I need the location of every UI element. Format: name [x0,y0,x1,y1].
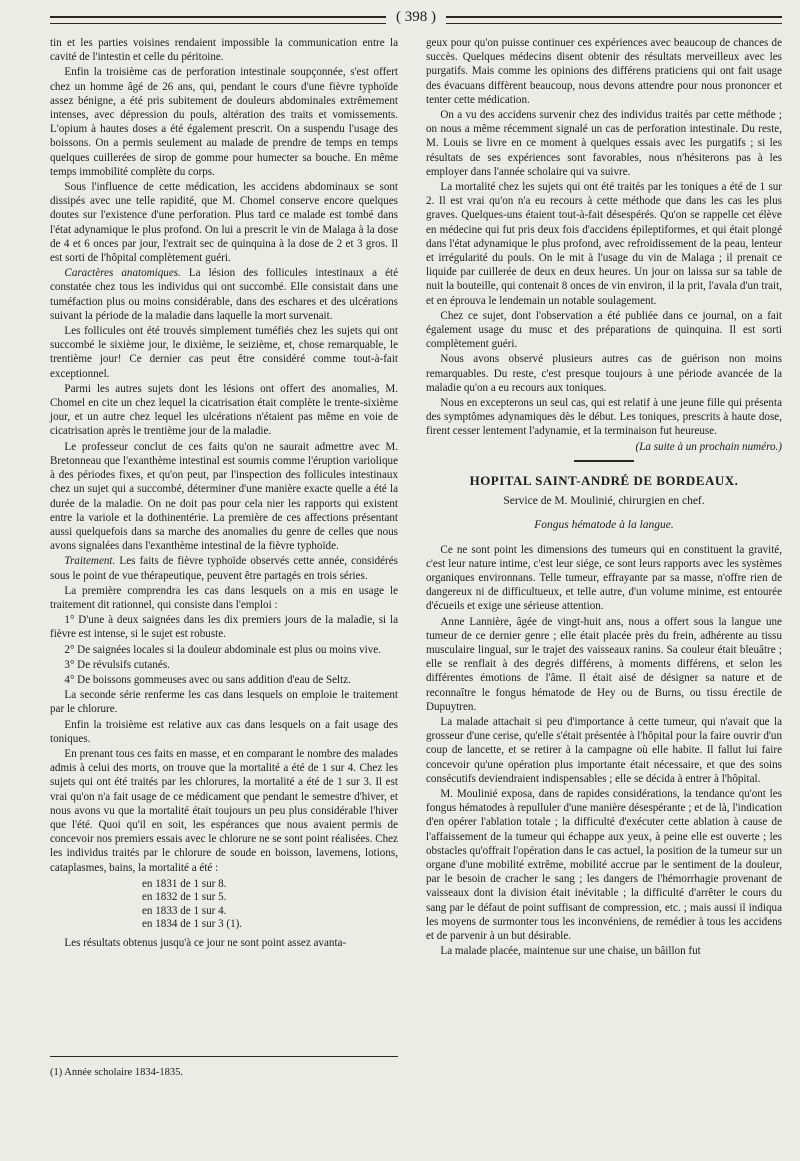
column-bottom-rule [50,1056,398,1057]
page-header [50,6,782,28]
case-title: Fongus hématode à la langue. [534,519,674,532]
paragraph: La malade placée, maintenue sur une chaise, un bâillon fut [440,945,701,958]
paragraph: Nous en excepterons un seul cas, qui est relatif à une jeune fille qui présenta des symptômes adynamiques dès le début. Les toniques, prescrits à haute dose, firent cesser lentement l'adynamie, et la terminaison fut heureuse. [426,397,782,438]
mortality-row: en 1833 de 1 sur 4. [142,904,227,917]
left-column [50,36,398,951]
paragraph: M. Moulinié exposa, dans de rapides considérations, la tendance qu'ont les fongus hématodes à repulluler d'une manière désespérante ; et de là, l'indication d'en opérer l'ablation totale ; la difficulté d'exécuter cette ablation à cause de l'affaissement de la tumeur qui échappe aux yeux, à peine elle est ouverte ; les obstacles qu'offrait l'opération dans le cas actuel, la position de la tumeur sur un organe d'une mobilité extrême, mobilité accrue par le sentiment de la douleur, par le besoin de cracher le sang ; les dangers de l'hémorrhagie provenant de vaisseaux dont la division était inévitable ; la difficulté d'arrêter le cours du sang par le défaut de point suffisant de compression, etc. ; mais aussi il indiqua les moyens de surmonter tous les inconvéniens, de remédier à tous les accidens et de parvenir à un but désirable. [426,787,782,942]
mortality-table [142,878,398,932]
paragraph: En prenant tous ces faits en masse, et en comparant le nombre des malades admis à celui des morts, on trouve que la mortalité a été de 1 sur 4. Chez les sujets qui ont été traités par les chlorures, la mortalité a été de 1 sur 3. Il est vrai qu'on n'a fait usage de ce médicament que pendant le semestre d'hiver, et nous avons vu que la mortalité était toujours un peu plus considérable l'hiver que l'été. Quoi qu'il en soit, les espérances que nous avaient permis de concevoir nos premiers essais avec le chlorure ne se sont point réalisées. Chez les individus traités par le chlorure de soude en boisson, lavemens, lotions, cataplasmes, bains, la mortalité a été : [50,747,398,874]
paragraph: La malade attachait si peu d'importance à cette tumeur, qui n'avait que la grosseur d'une cerise, qu'elle s'était présentée à l'hôpital pour la faire ouvrir d'un coup de lancette, et se retirer à la campagne où elle habite. Il fallut lui faire concevoir qu'une opération plus importante était nécessaire, et que des soins consécutifs deviendraient indispensables ; elle se décida à entrer à l'hôpital. [426,715,782,785]
traitement-text: Les faits de fièvre typhoïde observés cette année, considérés sous le point de vue thérapeutique, peuvent être partagés en trois séries. [50,555,398,582]
section-service: Service de M. Moulinié, chirurgien en chef. [503,495,705,508]
list-item: 1° D'une à deux saignées dans les dix premiers jours de la maladie, si la fièvre est intense, si le sujet est robuste. [50,614,398,641]
footnote: (1) Année scholaire 1834-1835. [50,1067,183,1078]
caracteres-label: Caractères anatomiques. [64,267,181,280]
section-separator [574,460,634,462]
paragraph: Enfin la troisième est relative aux cas dans lesquels on a fait usage des toniques. [50,718,398,745]
paragraph: geux pour qu'on puisse continuer ces expériences avec beaucoup de chances de succès. Quelques médecins disent obtenir des résultats merveilleux avec les purgatifs. Mais comme les opinions des différens praticiens qui ont fait usage des évacuans diffèrent beaucoup, nous devons attendre pour nous prononcer et tenter cette médication. [426,37,782,106]
paragraph: Sous l'influence de cette médication, les accidens abdominaux se sont dissipés avec une telle rapidité, que M. Chomel conserve encore quelques doutes sur l'existence d'une perforation. Plus tard ce malade est tombé dans l'état adynamique le plus profond. On lui a prescrit le vin de Malaga à la dose de 4 et 6 onces par jour, l'extrait sec de quinquina à la dose de 2 et 3 gros. Il est sorti de l'hôpital complètement guéri. [50,181,398,265]
paragraph: Parmi les autres sujets dont les lésions ont offert des anomalies, M. Chomel en cite un chez lequel la cicatrisation était complète le trente-sixième jour, et un autre chez lequel les ulcérations n'étaient pas même en voie de cicatrisation après le trentième jour de la maladie. [50,382,398,438]
list-item: 4° De boissons gommeuses avec ou sans addition d'eau de Seltz. [64,673,351,686]
paragraph: On a vu des accidens survenir chez des individus traités par cette méthode ; on nous a même récemment signalé un cas de perforation intestinale. Du reste, M. Louis se livre en ce moment à quelques essais avec les purgatifs ; si les résultats de ses expériences sont favorables, nous n'hésiterons pas à les employer dans l'année scholaire qui va suivre. [426,109,782,178]
paragraph: Anne Lannière, âgée de vingt-huit ans, nous a offert sous la langue une tumeur de ce dernier genre ; elle était placée près du frein, adhérente au tissu musculaire lingual, sur le trajet des vaisseaux ranins. Sa couleur était bleuâtre ; elle se renflait à des degrés différens, à moments différens, et selon les différentes émotions de l'âme. Il était aisé de désigner sa nature et de reconnaître le fongus hématode de Hey ou de Burns, ou tissu érectile de Dupuytren. [426,615,782,713]
list-item: 2° De saignées locales si la douleur abdominale est plus ou moins vive. [64,643,381,656]
paragraph: Ce ne sont point les dimensions des tumeurs qui en constituent la gravité, c'est leur nature intime, c'est leur siége, ce sont leurs rapports avec les systèmes organiques environnans. Telle tumeur, effrayante par sa masse, n'offre rien de dangereux ni de difficultueux, et telle autre, d'un volume minime, est entourée d'écueils et exige une sérieuse attention. [426,543,782,613]
continuation-note: (La suite à un prochain numéro.) [635,440,782,453]
paragraph: Le professeur conclut de ces faits qu'on ne saurait admettre avec M. Bretonneau que l'exanthème intestinal est soumis comme l'éruption variolique à des périodes fixes, et qu'on peut, par l'inspection des follicules intestinaux chez un sujet qui a succombé, déterminer d'une manière exacte quelle a été la durée de la maladie. On ne doit pas pour cela nier les rapports qui existent entre la variole et la dothinentérie. La première de ces affections présentant aussi quelquefois dans sa marche des anomalies du genre de celles que nous avons signalées dans l'exanthème intestinal de la fièvre typhoïde. [50,440,398,553]
list-item: 3° De révulsifs cutanés. [64,658,170,671]
paragraph: tin et les parties voisines rendaient impossible la communication entre la cavité de l'intestin et celle du péritoine. [50,37,398,64]
caracteres-text: La lésion des follicules intestinaux a été constatée chez tous les individus qui ont succombé. Elle consistait dans une tuméfaction plus ou moins considérable, dans des eschares et des ulcérations suivant la période de la maladie dans laquelle la mort survenait. [50,267,399,322]
page-number: ( 398 ) [386,9,446,25]
section-title: HOPITAL SAINT-ANDRÉ DE BORDEAUX. [469,472,739,488]
traitement-label: Traitement. [64,555,116,568]
paragraph: Chez ce sujet, dont l'observation a été publiée dans ce journal, on a fait également usage du musc et des préparations de quinquina. Il est sorti complètement guéri. [426,309,782,351]
paragraph: Les résultats obtenus jusqu'à ce jour ne sont point assez avanta- [64,936,347,949]
right-column [426,36,782,959]
paragraph: Enfin la troisième cas de perforation intestinale soupçonnée, s'est offert chez un homme âgé de 26 ans, qui, pendant le cours d'une fièvre typhoïde assez bénigne, a été pris subitement de douleurs abdominales extrêmement intenses, avec dépression du pouls, altération des traits et vomissements. L'opium à hautes doses a été également prescrit. On a suspendu l'usage des boissons. On a permis seulement au malade de prendre de temps en temps quelques cuillerées de sirop de gomme pour humecter sa bouche. En même temps immobilité complète du corps. [50,66,398,178]
paragraph-anatomy [50,266,398,323]
mortality-row: en 1832 de 1 sur 5. [142,891,227,904]
mortality-row: en 1834 de 1 sur 3 (1). [142,918,243,931]
paragraph-treatment [50,554,398,582]
paragraph: La mortalité chez les sujets qui ont été traités par les toniques a été de 1 sur 2. Il est vrai qu'on n'a eu recours à cette méthode que dans les cas les plus graves. Quelques-uns étaient tout-à-fait désespérés. Qu'on se rappelle cet élève en médecine qui fut pris deux fois d'accidens épileptiformes, et qui était plongé dans l'état adynamique le plus profond, avec refroidissement de la peau, lenteur et irrégularité du pouls. On le mit à l'usage du vin de Malaga ; il prenait ce liquide par cuillerée de deux en deux heures. Un jour on laissa sur sa table de nuit la bouteille, qui contenait 8 onces de vin environ, il la prit, l'avala d'un trait, et en éprouva le lendemain un notable soulagement. [426,181,782,307]
paragraph: Nous avons observé plusieurs autres cas de guérison non moins remarquables. Du reste, c'est presque toujours à une période avancée de la maladie qu'on a eu recours aux toniques. [426,353,782,394]
paragraph: La seconde série renferme les cas dans lesquels on emploie le traitement par le chlorure. [50,689,398,716]
mortality-row: en 1831 de 1 sur 8. [142,877,227,890]
paragraph: La première comprendra les cas dans lesquels on a mis en usage le traitement dit rationnel, qui consiste dans l'emploi : [50,584,398,611]
paragraph: Les follicules ont été trouvés simplement tuméfiés chez les sujets qui ont succombé le sixième jour, le dixième, le seizième, et, chose remarquable, le trentième jour! Ce dernier cas peut être considéré comme tout-à-fait exceptionnel. [50,325,398,380]
